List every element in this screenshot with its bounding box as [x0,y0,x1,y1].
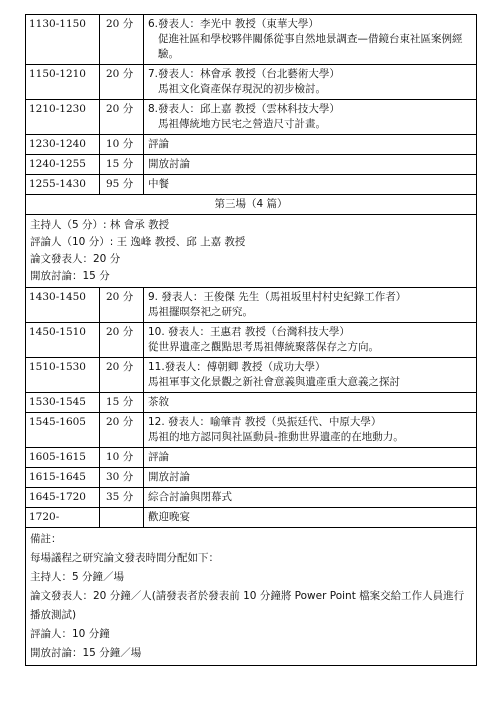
table-row [26,135,477,155]
content-cell [144,358,477,393]
presenter-line: 7.發表人：林會承 教授（台北藝術大學） [148,68,340,80]
duration-cell: 20 分 [100,65,144,100]
duration-cell: 10 分 [100,135,144,155]
time-cell: 1530-1545 [26,393,100,413]
presenter-time-line: 論文發表人：20 分 [30,253,121,265]
notes-line: 開放討論：15 分鐘／場 [30,647,142,659]
session-header-row [26,195,477,215]
content-cell: 歡迎晚宴 [144,508,477,528]
duration-cell: 20 分 [100,413,144,448]
table-row [26,288,477,323]
session-info-row [26,215,477,288]
topic-line: 馬祖的地方認同與社區動員-推動世界遺產的在地動力。 [148,431,404,443]
duration-cell: 30 分 [100,468,144,488]
presenter-line: 12. 發表人：喻肇青 教授（吳振廷代、中原大學） [148,416,382,428]
duration-cell: 20 分 [100,100,144,135]
time-cell: 1545-1605 [26,413,100,448]
content-cell [144,288,477,323]
topic-line: 馬祖擺暝祭祀之研究。 [148,306,253,318]
duration-cell: 20 分 [100,358,144,393]
content-cell [144,65,477,100]
presenter-line: 11.發表人：傅朝卿 教授（成功大學） [148,361,326,373]
topic-line: 促進社區和學校夥伴關係從事自然地景調查—借鏡台東社區案例經驗。 [158,33,463,60]
presenter-line: 8.發表人：邱上嘉 教授（雲林科技大學） [148,103,340,115]
duration-cell: 15 分 [100,393,144,413]
content-cell: 綜合討論與閉幕式 [144,488,477,508]
time-cell: 1720- [26,508,100,528]
table-row [26,323,477,358]
duration-cell: 20 分 [100,323,144,358]
time-cell: 1255-1430 [26,175,100,195]
content-cell [144,323,477,358]
agenda-table [25,14,477,666]
topic-line: 馬祖傳統地方民宅之營造尺寸計畫。 [158,118,326,130]
notes-line: 評論人：10 分鐘 [30,628,110,640]
notes-line: 主持人：5 分鐘／場 [30,571,125,583]
content-cell: 開放討論 [144,468,477,488]
duration-cell: 20 分 [100,288,144,323]
time-cell: 1605-1615 [26,448,100,468]
table-row [26,100,477,135]
presenter-line: 6.發表人：李光中 教授（東華大學） [148,18,319,30]
content-cell: 中餐 [144,175,477,195]
time-cell: 1130-1150 [26,15,100,65]
session-title: 第三場（4 篇） [26,195,477,215]
duration-cell: 10 分 [100,448,144,468]
duration-cell: 15 分 [100,155,144,175]
notes-line: 論文發表人：20 分鐘／人(請發表者於發表前 10 分鐘將 Power Point 檔案交給工作人員進行播放測試) [30,590,465,621]
time-cell: 1645-1720 [26,488,100,508]
notes-cell [26,528,477,666]
moderator-line: 主持人（5 分）: 林 會承 教授 [30,219,170,231]
table-row [26,155,477,175]
duration-cell [100,508,144,528]
notes-row [26,528,477,666]
topic-line: 馬祖文化資產保存現況的初步檢討。 [158,83,326,95]
table-row [26,488,477,508]
content-cell [144,100,477,135]
table-row [26,413,477,448]
table-row [26,175,477,195]
topic-line: 馬祖軍事文化景觀之新社會意義與遺產重大意義之探討 [148,376,400,388]
content-cell: 評論 [144,448,477,468]
time-cell: 1150-1210 [26,65,100,100]
duration-cell: 20 分 [100,15,144,65]
table-row [26,358,477,393]
session-info [26,215,477,288]
duration-cell: 35 分 [100,488,144,508]
content-cell: 茶敘 [144,393,477,413]
content-cell: 開放討論 [144,155,477,175]
table-row [26,393,477,413]
time-cell: 1510-1530 [26,358,100,393]
presenter-line: 10. 發表人：王惠君 教授（台灣科技大學） [148,326,350,338]
table-row [26,15,477,65]
time-cell: 1210-1230 [26,100,100,135]
content-cell: 評論 [144,135,477,155]
presenter-line: 9. 發表人：王俊傑 先生（馬祖坂里村村史紀錄工作者） [148,291,407,303]
notes-line: 每場議程之研究論文發表時間分配如下： [30,552,219,564]
time-cell: 1430-1450 [26,288,100,323]
content-cell [144,15,477,65]
topic-line: 從世界遺產之觀點思考馬祖傳統聚落保存之方向。 [148,341,379,353]
table-row [26,508,477,528]
time-cell: 1230-1240 [26,135,100,155]
table-row [26,448,477,468]
table-row [26,65,477,100]
discussant-line: 評論人（10 分）: 王 逸峰 教授、邱 上嘉 教授 [30,236,246,248]
time-cell: 1450-1510 [26,323,100,358]
agenda-document [25,14,477,666]
time-cell: 1240-1255 [26,155,100,175]
duration-cell: 95 分 [100,175,144,195]
content-cell [144,413,477,448]
open-discussion-line: 開放討論：15 分 [30,270,110,282]
table-row [26,468,477,488]
time-cell: 1615-1645 [26,468,100,488]
notes-heading: 備註： [30,533,62,545]
